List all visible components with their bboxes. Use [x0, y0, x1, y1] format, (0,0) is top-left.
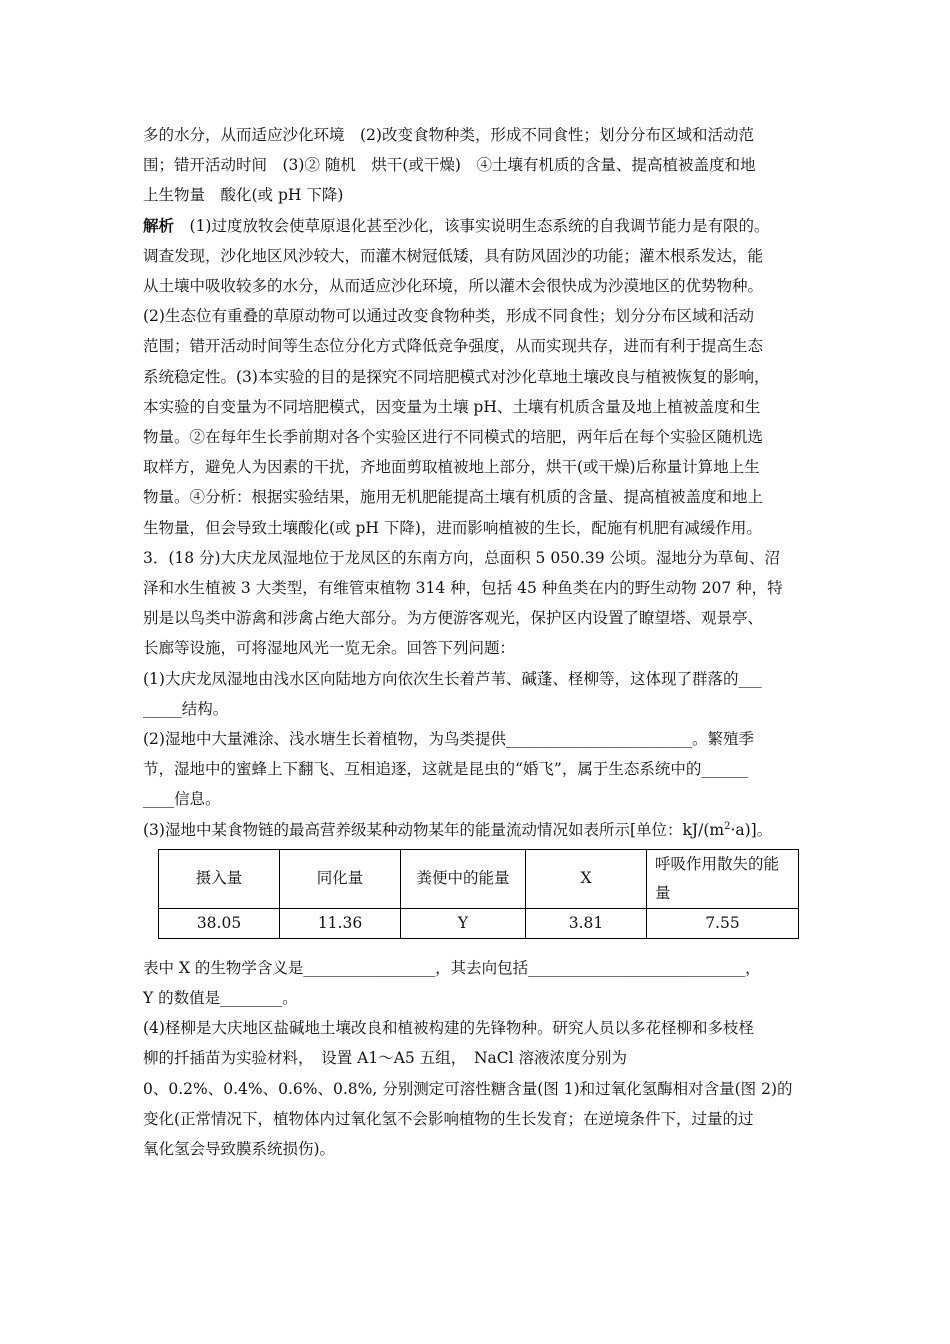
table-header-cell: X [526, 849, 647, 908]
subquestion-1-line: (1)大庆龙凤湿地由浅水区向陆地方向依次生长着芦苇、碱蓬、柽柳等，这体现了群落的___ [143, 669, 762, 688]
subquestion-3-line [143, 815, 813, 845]
answer-block [143, 120, 813, 211]
table-header-cell: 同化量 [280, 849, 401, 908]
table-cell: 11.36 [280, 908, 401, 938]
analysis-line: 生物量，但会导致土壤酸化(或 pH 下降)，进而影响植被的生长，配施有机肥有减缓作用。 [143, 518, 762, 537]
table-cell: 7.55 [647, 908, 799, 938]
question-intro-line: 3．(18 分)大庆龙凤湿地位于龙凤区的东南方向，总面积 5 050.39 公顷。湿地分为草甸、沼 [143, 548, 780, 567]
subquestion-2-line: (2)湿地中大量滩涂、浅水塘生长着植物，为鸟类提供________________________。繁殖季 [143, 730, 754, 749]
analysis-line: 调查发现，沙化地区风沙较大，而灌木树冠低矮，具有防风固沙的功能；灌木根系发达，能 [143, 246, 764, 265]
answer-line: 上生物量 酸化(或 pH 下降) [143, 186, 344, 205]
subquestion-4-line: (4)柽柳是大庆地区盐碱地土壤改良和植被构建的先锋物种。研究人员以多花柽柳和多枝柽 [143, 1019, 754, 1038]
subquestion-1-line: _____结构。 [143, 699, 229, 718]
unit-suffix: ·a)]。 [730, 820, 773, 839]
subquestion-4-line: 柳的扦插苗为实验材料， 设置 A1～A5 五组， NaCl 溶液浓度分别为 [143, 1049, 628, 1068]
question-intro-line: 泽和水生植被 3 大类型，有维管束植物 314 种，包括 45 种鱼类在内的野生动物 207 种，特 [143, 579, 783, 598]
table-header-cell: 粪便中的能量 [401, 849, 526, 908]
subquestion-2-line: 节，湿地中的蜜蜂上下翻飞、互相追逐，这就是昆虫的“婚飞”，属于生态系统中的______ [143, 760, 748, 779]
analysis-line: 取样方，避免人为因素的干扰，齐地面剪取植被地上部分，烘干(或干燥)后称量计算地上生 [143, 458, 760, 477]
question-3 [143, 543, 813, 1164]
analysis-block [143, 211, 813, 543]
analysis-text: (1)过度放牧会使草原退化甚至沙化，该事实说明生态系统的自我调节能力是有限的。 [174, 216, 770, 235]
energy-flow-table [158, 849, 799, 939]
subquestion-2-line: ____信息。 [143, 790, 221, 809]
analysis-line: 本实验的自变量为不同培肥模式，因变量为土壤 pH、土壤有机质含量及地上植被盖度和生 [143, 397, 761, 416]
table-header-row [159, 849, 799, 908]
table-header-cell: 呼吸作用散失的能量 [647, 849, 799, 908]
subquestion-4-line: 0、0.2%、0.4%、0.6%、0.8%, 分别测定可溶性糖含量(图 1)和过氧化氢酶相对含量(图 2)的 [143, 1079, 793, 1098]
question-intro-line: 别是以鸟类中游禽和涉禽占绝大部分。为方便游客观光，保护区内设置了瞭望塔、观景亭、 [143, 609, 764, 628]
analysis-line: (2)生态位有重叠的草原动物可以通过改变食物种类，形成不同食性；划分分布区域和活动 [143, 307, 754, 326]
subquestion-4-line: 变化(正常情况下，植物体内过氧化氢不会影响植物的生长发育；在逆境条件下，过量的过 [143, 1109, 754, 1128]
analysis-first-line [143, 211, 813, 241]
table-row [159, 908, 799, 938]
table-cell: 3.81 [526, 908, 647, 938]
document-page [143, 120, 813, 1164]
analysis-line: 系统稳定性。(3)本实验的目的是探究不同培肥模式对沙化草地土壤改良与植被恢复的影响， [143, 367, 770, 386]
analysis-line: 从土壤中吸收较多的水分，从而适应沙化环境，所以灌木会很快成为沙漠地区的优势物种。 [143, 277, 764, 296]
table-cell: Y [401, 908, 526, 938]
subquestion-3-after-line: Y 的数值是________。 [143, 989, 298, 1008]
table-header-cell: 摄入量 [159, 849, 280, 908]
unit-prefix: (3)湿地中某食物链的最高营养级某种动物某年的能量流动情况如表所示[单位：kJ/(m [143, 820, 725, 839]
analysis-line: 范围；错开活动时间等生态位分化方式降低竞争强度，从而实现共存，进而有利于提高生态 [143, 337, 764, 356]
analysis-line: 物量。②在每年生长季前期对各个实验区进行不同模式的培肥，两年后在每个实验区随机选 [143, 428, 764, 447]
subquestion-3-after-line: 表中 X 的生物学含义是_________________，其去向包括____________________________， [143, 958, 761, 977]
subquestion-4-line: 氧化氢会导致膜系统损伤)。 [143, 1140, 336, 1159]
analysis-line: 物量。④分析：根据实验结果，施用无机肥能提高土壤有机质的含量、提高植被盖度和地上 [143, 488, 764, 507]
table-cell: 38.05 [159, 908, 280, 938]
question-intro-line: 长廊等设施，可将湿地风光一览无余。回答下列问题： [143, 639, 516, 658]
unit-superscript: 2 [724, 820, 731, 832]
answer-line: 多的水分，从而适应沙化环境 (2)改变食物种类，形成不同食性；划分分布区域和活动范 [143, 126, 754, 144]
analysis-label: 解析 [143, 215, 175, 235]
answer-line: 围；错开活动时间 (3)② 随机 烘干(或干燥) ④土壤有机质的含量、提高植被盖度和地 [143, 156, 756, 175]
